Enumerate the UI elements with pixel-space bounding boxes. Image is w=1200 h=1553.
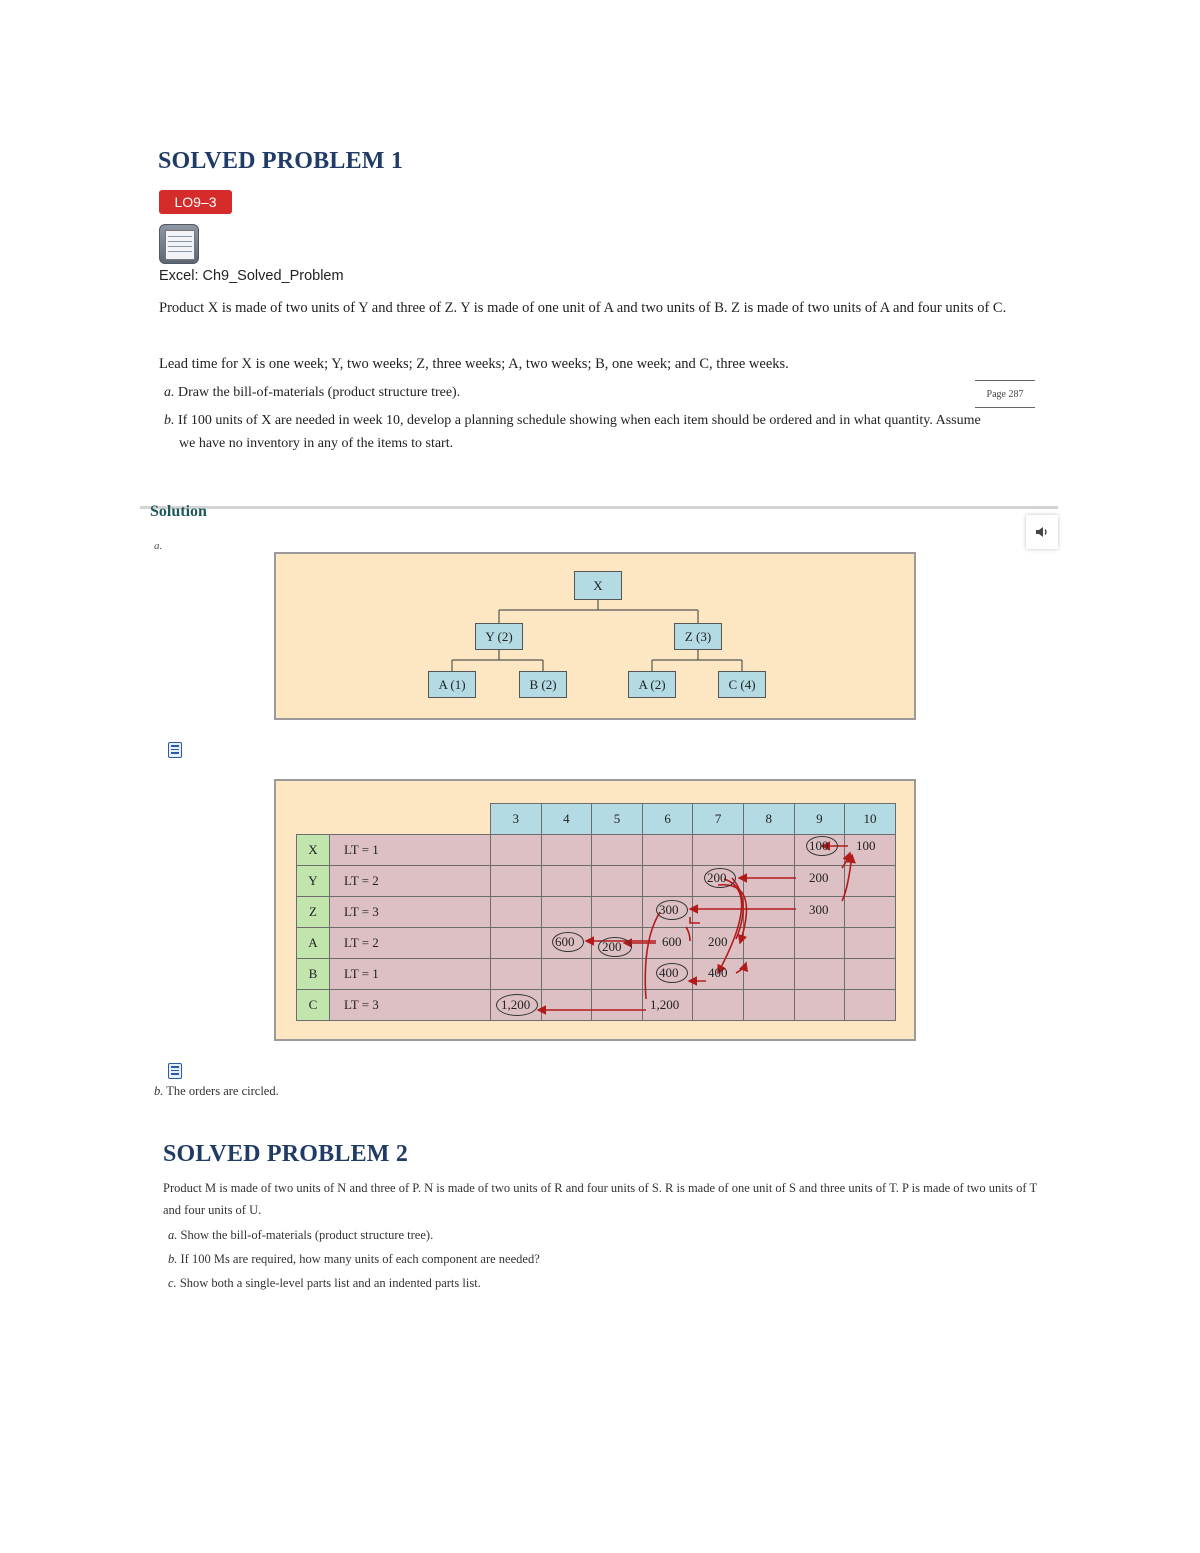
problem2-statement: Product M is made of two units of N and three of P. N is made of two units of R and four units of S. R is made of one unit of S and three units of T. P is made of two units of T and four units of U. [163, 1181, 1037, 1217]
x-need-value: 100 [856, 838, 876, 853]
a-order-value-1: 600 [555, 934, 575, 949]
document-icon[interactable] [168, 742, 182, 758]
part-letter: b. [168, 1252, 178, 1266]
item-cell: C [297, 990, 330, 1021]
a-order-value-2: 200 [602, 939, 622, 954]
part-text: Draw the bill-of-materials (product structure tree). [178, 385, 461, 400]
document-icon[interactable] [168, 1063, 182, 1079]
z-order-value: 300 [659, 902, 679, 917]
solution-heading: Solution [150, 503, 207, 520]
week-header: 9 [794, 804, 845, 835]
a-need-value-2: 200 [708, 934, 728, 949]
problem2-part-a [168, 1224, 433, 1246]
item-cell: B [297, 959, 330, 990]
tree-node-a2: A (2) [628, 671, 676, 698]
item-cell: X [297, 835, 330, 866]
part-letter: b. [164, 413, 175, 428]
week-header: 5 [592, 804, 643, 835]
x-order-value: 100 [809, 838, 829, 853]
problem1-part-b [164, 409, 994, 455]
item-cell: A [297, 928, 330, 959]
y-order-value: 200 [707, 870, 727, 885]
tree-node-b: B (2) [519, 671, 567, 698]
y-need-value: 200 [809, 870, 829, 885]
week-header: 10 [845, 804, 896, 835]
b-order-value: 400 [659, 965, 679, 980]
tree-node-c: C (4) [718, 671, 766, 698]
problem1-part-a [164, 381, 964, 404]
part-letter: c. [168, 1276, 177, 1290]
lead-time-cell: LT = 2 [330, 928, 491, 959]
b-need-value: 400 [708, 965, 728, 980]
bom-tree-panel [274, 552, 916, 720]
a-need-value-1: 600 [662, 934, 682, 949]
problem2-title: SOLVED PROBLEM 2 [163, 1141, 409, 1167]
week-header: 4 [541, 804, 592, 835]
problem2-part-b [168, 1248, 540, 1270]
z-need-value: 300 [809, 902, 829, 917]
lead-time-cell: LT = 3 [330, 897, 491, 928]
lead-time-cell: LT = 1 [330, 959, 491, 990]
tree-node-x: X [574, 571, 622, 600]
week-header: 8 [743, 804, 794, 835]
section-divider [140, 506, 1058, 509]
learning-objective-badge[interactable]: LO9–3 [159, 190, 232, 214]
excel-file-link[interactable]: Excel: Ch9_Solved_Problem [159, 268, 344, 284]
item-cell: Z [297, 897, 330, 928]
tree-node-y: Y (2) [475, 623, 523, 650]
part-text: Show both a single-level parts list and an indented parts list. [179, 1276, 481, 1290]
c-order-value: 1,200 [501, 997, 531, 1012]
part-letter: a. [168, 1228, 178, 1242]
part-letter: b. [154, 1084, 164, 1098]
problem1-lead-times: Lead time for X is one week; Y, two weeks; Z, three weeks; A, two weeks; B, one week; and C, three weeks. [159, 356, 789, 372]
solution-part-a-letter: a. [154, 540, 163, 552]
lead-time-cell: LT = 3 [330, 990, 491, 1021]
problem2-part-c [168, 1272, 481, 1294]
item-cell: Y [297, 866, 330, 897]
part-text: If 100 Ms are required, how many units of each component are needed? [180, 1252, 540, 1266]
speaker-icon[interactable] [1026, 515, 1058, 549]
problem1-title: SOLVED PROBLEM 1 [158, 148, 404, 174]
lead-time-cell: LT = 2 [330, 866, 491, 897]
part-text: The orders are circled. [166, 1084, 279, 1098]
planning-schedule-panel [274, 779, 916, 1041]
spreadsheet-icon[interactable] [159, 224, 199, 264]
c-need-value: 1,200 [650, 997, 680, 1012]
lead-time-cell: LT = 1 [330, 835, 491, 866]
week-header: 6 [642, 804, 693, 835]
problem1-statement: Product X is made of two units of Y and three of Z. Y is made of one unit of A and two units of B. Z is made of two units of A and four units of C. [159, 300, 1007, 316]
week-header: 7 [693, 804, 744, 835]
tree-node-z: Z (3) [674, 623, 722, 650]
tree-node-a1: A (1) [428, 671, 476, 698]
solution-part-b-note [154, 1080, 279, 1102]
part-text: Show the bill-of-materials (product structure tree). [180, 1228, 434, 1242]
week-header: 3 [491, 804, 542, 835]
page-reference: Page 287 [975, 380, 1035, 408]
part-text: If 100 units of X are needed in week 10, develop a planning schedule showing when each item should be ordered and in what quantity. Assume we have no inventory in any of the items to start. [178, 413, 981, 451]
part-letter: a. [164, 385, 175, 400]
